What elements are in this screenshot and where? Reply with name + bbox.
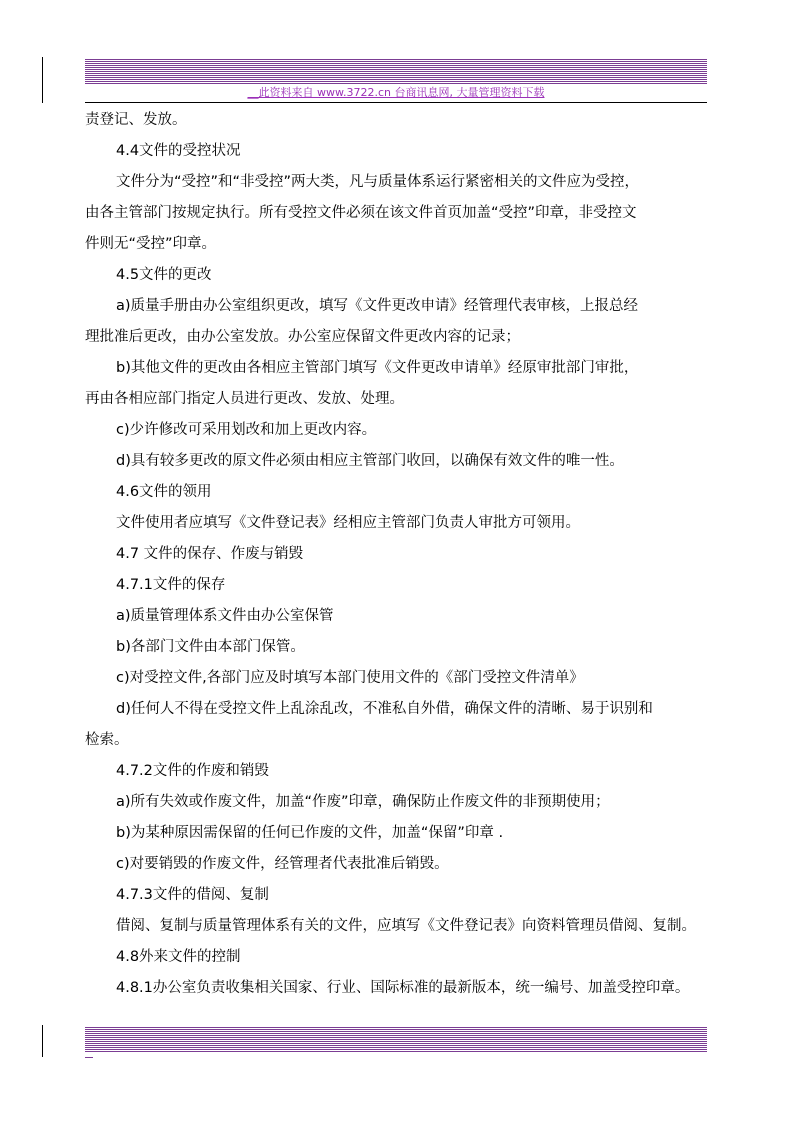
text-line: 检索。 — [85, 732, 129, 748]
section-heading: 4.6文件的领用 — [116, 484, 212, 500]
header-caption: __此资料来自 www.3722.cn 台商讯息网, 大量管理资料下载 — [247, 86, 545, 99]
text-line: c)少许修改可采用划改和加上更改内容。 — [116, 422, 377, 438]
text-line: 文件使用者应填写《文件登记表》经相应主管部门负责人审批方可领用。 — [116, 515, 580, 531]
text-line: 责登记、发放。 — [85, 112, 187, 128]
text-line: b)为某种原因需保留的任何已作废的文件，加盖“保留”印章 . — [116, 825, 504, 841]
text-line: 借阅、复制与质量管理体系有关的文件，应填写《文件登记表》向资料管理员借阅、复制。 — [116, 918, 696, 934]
text-line: c)对受控文件,各部门应及时填写本部门使用文件的《部门受控文件清单》 — [116, 670, 584, 686]
text-line: d)任何人不得在受控文件上乱涂乱改，不准私自外借，确保文件的清晰、易于识别和 — [116, 701, 653, 717]
header-rule — [85, 102, 707, 103]
text-line: 再由各相应部门指定人员进行更改、发放、处理。 — [85, 391, 404, 407]
header-stripe-band — [85, 59, 707, 85]
section-heading: 4.7 文件的保存、作废与销毁 — [116, 546, 304, 562]
section-heading: 4.4文件的受控状况 — [116, 143, 241, 159]
text-line: 由各主管部门按规定执行。所有受控文件必须在该文件首页加盖“受控”印章，非受控文 — [85, 205, 637, 221]
text-line: a)质量管理体系文件由办公室保管 — [116, 608, 334, 624]
footer-tick — [85, 1057, 93, 1058]
section-heading: 4.7.3文件的借阅、复制 — [116, 887, 269, 903]
text-line: 文件分为“受控”和“非受控”两大类，凡与质量体系运行紧密相关的文件应为受控， — [116, 174, 640, 190]
text-line: b)各部门文件由本部门保管。 — [116, 639, 305, 655]
margin-mark-bottom — [42, 1025, 43, 1057]
section-heading: 4.7.2文件的作废和销毁 — [116, 763, 269, 779]
text-line: a)所有失效或作废文件，加盖“作废”印章，确保防止作废文件的非预期使用； — [116, 794, 610, 810]
section-heading: 4.7.1文件的保存 — [116, 577, 226, 593]
text-line: d)具有较多更改的原文件必须由相应主管部门收回，以确保有效文件的唯一性。 — [116, 453, 624, 469]
document-body — [85, 105, 707, 1004]
text-line: 4.8.1办公室负责收集相关国家、行业、国际标准的最新版本，统一编号、加盖受控印章。 — [116, 980, 690, 996]
section-heading: 4.8外来文件的控制 — [116, 949, 241, 965]
text-line: a)质量手册由办公室组织更改，填写《文件更改申请》经管理代表审核，上报总经 — [116, 298, 639, 314]
text-line: c)对要销毁的作废文件，经管理者代表批准后销毁。 — [116, 856, 449, 872]
section-heading: 4.5文件的更改 — [116, 267, 212, 283]
footer-stripe-band — [85, 1027, 707, 1053]
margin-mark-top — [42, 57, 43, 103]
text-line: 理批准后更改，由办公室发放。办公室应保留文件更改内容的记录； — [85, 329, 520, 345]
text-line: 件则无“受控”印章。 — [85, 236, 217, 252]
text-line: b)其他文件的更改由各相应主管部门填写《文件更改申请单》经原审批部门审批， — [116, 360, 639, 376]
